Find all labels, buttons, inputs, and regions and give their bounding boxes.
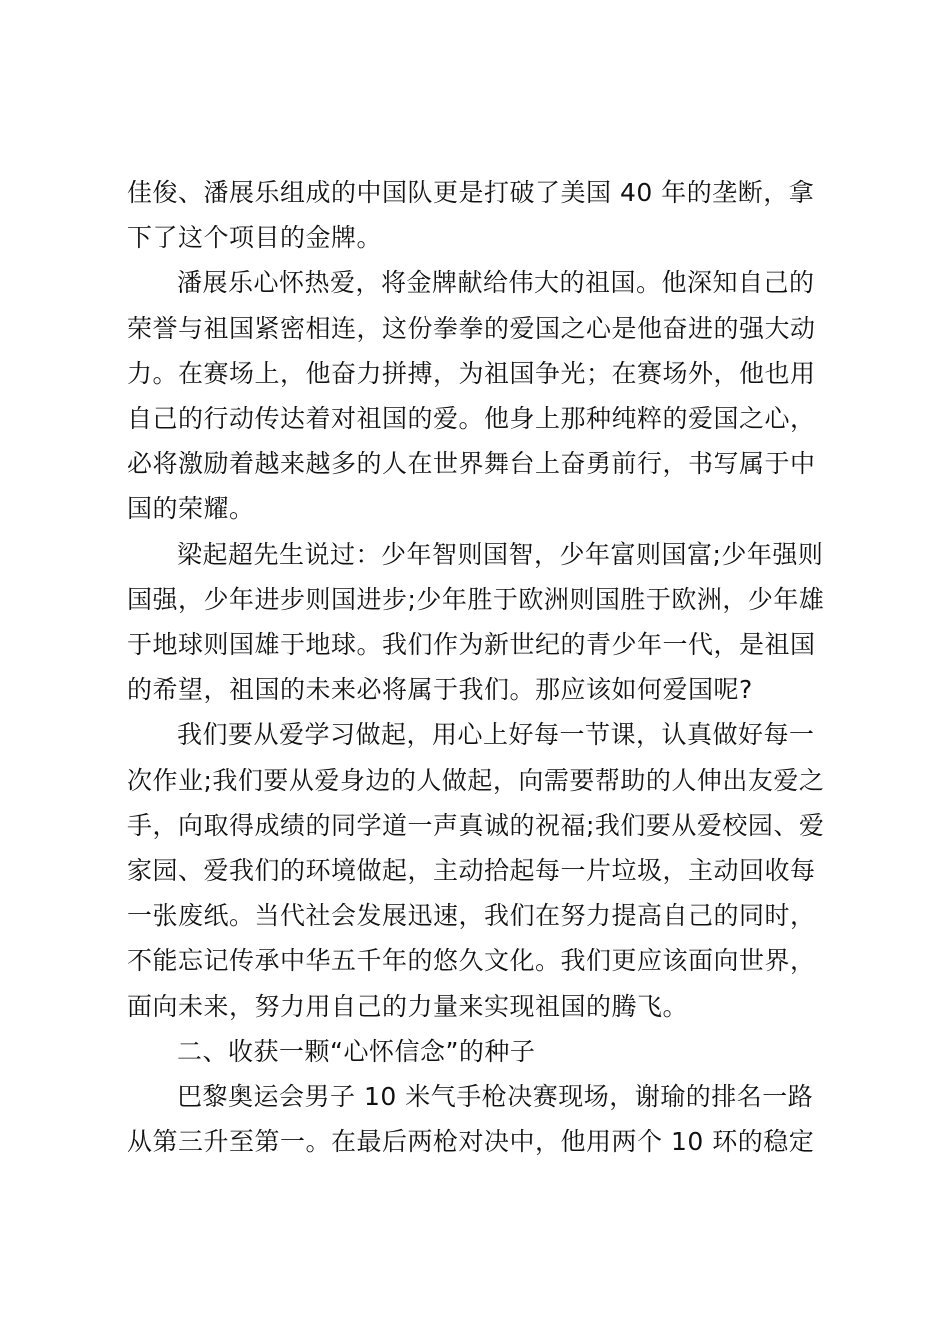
paragraph-pan-zhanle	[127, 260, 837, 531]
text-line: 力。在赛场上，他奋力拼搏，为祖国争光；在赛场外，他也用	[127, 358, 816, 388]
paragraph-xie-yu	[127, 1074, 837, 1164]
text-line: 梁起超先生说过：少年智则国智，少年富则国富;少年强则	[177, 539, 824, 569]
document-page	[127, 170, 837, 1164]
text-line: 次作业;我们要从爱身边的人做起，向需要帮助的人伸出友爱之	[127, 765, 825, 795]
heading-line: 二、收获一颗“心怀信念”的种子	[177, 1036, 536, 1066]
text-line: 于地球则国雄于地球。我们作为新世纪的青少年一代，是祖国	[127, 630, 816, 660]
text-line: 潘展乐心怀热爱，将金牌献给伟大的祖国。他深知自己的	[177, 268, 815, 298]
text-line: 佳俊、潘展乐组成的中国队更是打破了美国 40 年的垄断，拿	[127, 178, 815, 207]
text-line: 国强，少年进步则国进步;少年胜于欧洲则国胜于欧洲，少年雄	[127, 584, 825, 614]
text-line: 从第三升至第一。在最后两枪对决中，他用两个 10 环的稳定	[127, 1127, 815, 1157]
paragraph-relay-gold	[127, 170, 837, 260]
text-line: 一张废纸。当代社会发展迅速，我们在努力提高自己的同时，	[127, 901, 816, 931]
text-line: 家园、爱我们的环境做起，主动拾起每一片垃圾，主动回收每	[127, 856, 816, 886]
section-heading	[127, 1029, 837, 1074]
text-line: 面向未来，努力用自己的力量来实现祖国的腾飞。	[127, 991, 689, 1021]
text-line: 手，向取得成绩的同学道一声真诚的祝福;我们要从爱校园、爱	[127, 810, 825, 840]
text-line: 我们要从爱学习做起，用心上好每一节课，认真做好每一	[177, 720, 815, 750]
text-line: 下了这个项目的金牌。	[127, 223, 383, 253]
text-line: 不能忘记传承中华五千年的悠久文化。我们更应该面向世界，	[127, 946, 816, 976]
paragraph-how-to-love-country	[127, 712, 837, 1028]
text-line: 必将激励着越来越多的人在世界舞台上奋勇前行，书写属于中	[127, 449, 816, 479]
text-line: 的希望，祖国的未来必将属于我们。那应该如何爱国呢?	[127, 675, 753, 705]
text-line: 荣誉与祖国紧密相连，这份拳拳的爱国之心是他奋进的强大动	[127, 313, 816, 343]
paragraph-liang-qichao-quote	[127, 532, 837, 713]
text-line: 自己的行动传达着对祖国的爱。他身上那种纯粹的爱国之心，	[127, 404, 816, 434]
text-line: 巴黎奥运会男子 10 米气手枪决赛现场，谢瑜的排名一路	[177, 1082, 814, 1112]
text-line: 国的荣耀。	[127, 494, 255, 524]
